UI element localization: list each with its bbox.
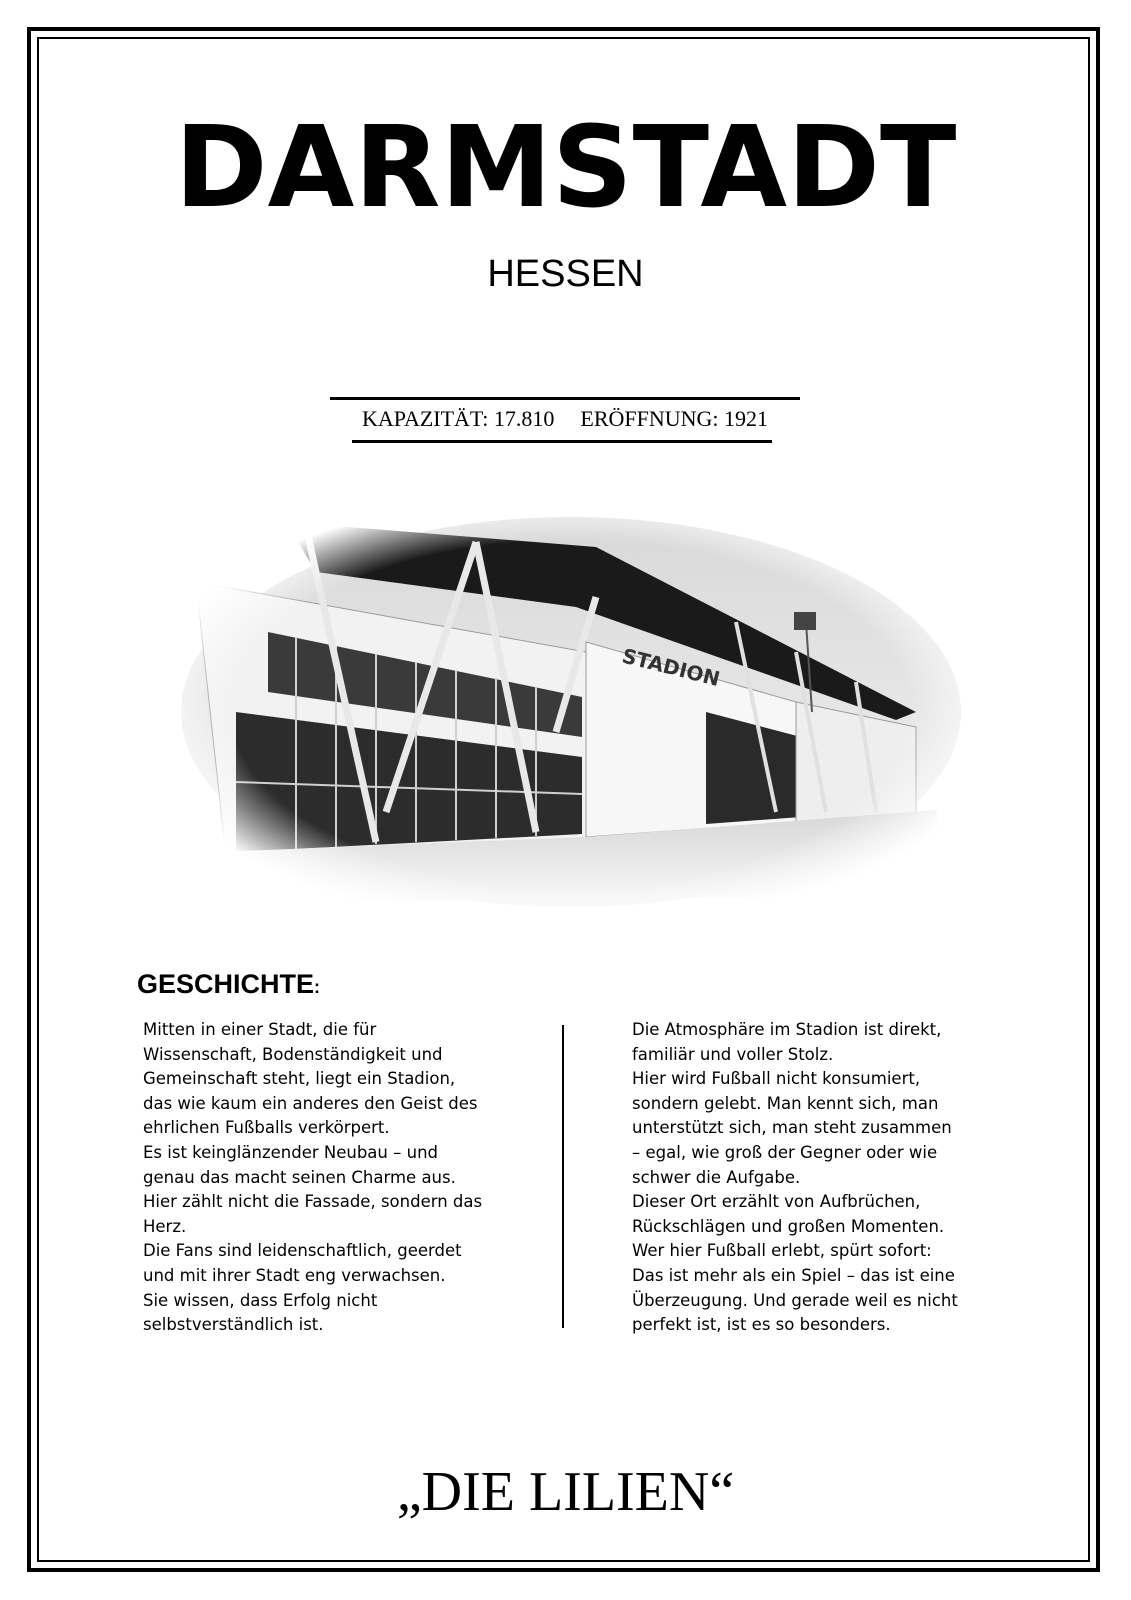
stats-rule-bottom bbox=[352, 440, 772, 443]
city-title: DARMSTADT bbox=[174, 103, 957, 233]
club-nickname: „DIE LILIEN“ bbox=[396, 1461, 735, 1523]
column-divider bbox=[562, 1025, 564, 1328]
stadium-photo bbox=[176, 512, 966, 912]
state-subtitle: HESSEN bbox=[487, 253, 644, 295]
stadium-stats bbox=[330, 405, 800, 433]
opening-stat: ERÖFFNUNG: 1921 bbox=[580, 406, 769, 431]
history-column-right: Die Atmosphäre im Stadion ist direkt, familiär und voller Stolz. Hier wird Fußball nicht konsumiert, sondern gelebt. Man kennt sich, man unterstützt sich, man steht zusammen – egal, wie groß der Gegner oder wie schwer die Aufgabe. Dieser Ort erzählt von Aufbrüchen, Rückschlägen und großen Momenten. Wer hier Fußball erlebt, spürt sofort: Das ist mehr als ein Spiel – das ist eine Überzeugung. Und gerade weil es nicht perfekt ist, ist es so besonders. bbox=[632, 1020, 958, 1335]
history-heading: GESCHICHTE: bbox=[137, 969, 321, 999]
history-column-left: Mitten in einer Stadt, die für Wissenschaft, Bodenständigkeit und Gemeinschaft steht, liegt ein Stadion, das wie kaum ein anderes den Geist des ehrlichen Fußballs verkörpert. Es ist keinglänzender Neubau – und genau das macht seinen Charme aus. Hier zählt nicht die Fassade, sondern das Herz. Die Fans sind leidenschaftlich, geerdet und mit ihrer Stadt eng verwachsen. Sie wissen, dass Erfolg nicht selbstverständlich ist. bbox=[143, 1020, 483, 1335]
capacity-stat: KAPAZITÄT: 17.810 bbox=[361, 406, 555, 431]
stats-rule-top bbox=[330, 397, 800, 400]
